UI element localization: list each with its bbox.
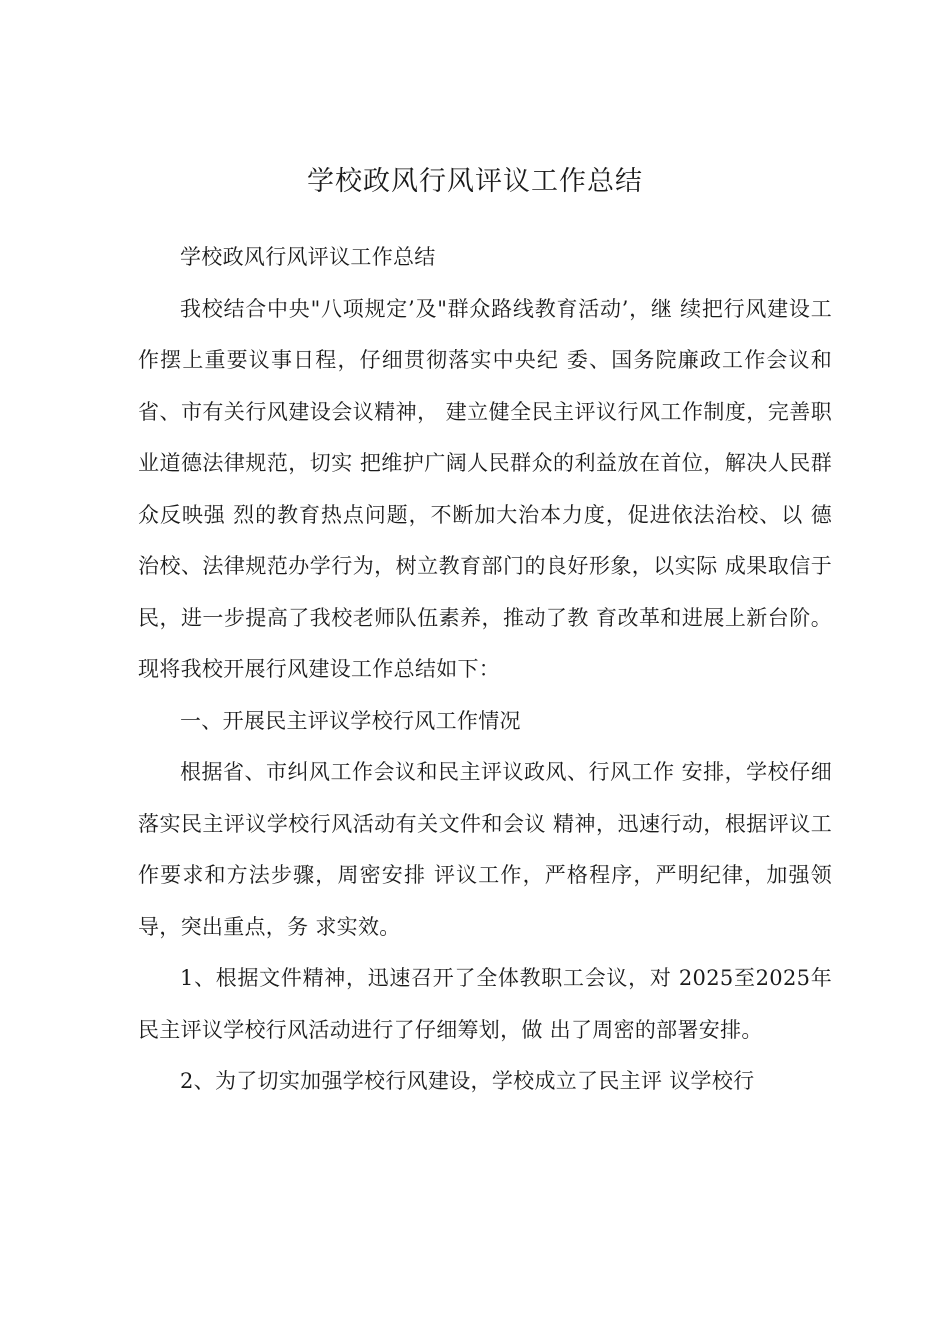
paragraph-section-1: 根据省、市纠风工作会议和民主评议政风、行风工作 安排，学校仔细落实民主评议学校行风活动有关文件和会议 精神，迅速行动，根据评议工作要求和方法步骤，周密安排 评议工作，严格程序，严明纪律，加强领导，突出重点，务 求实效。 [138, 760, 832, 939]
document-title: 学校政风行风评议工作总结 [307, 166, 643, 197]
document-body [138, 232, 832, 1108]
paragraph-subtitle: 学校政风行风评议工作总结 [180, 245, 436, 269]
paragraph-item-1: 1、根据文件精神，迅速召开了全体教职工会议，对 2025至2025年民主评议学校行风活动进行了仔细筹划，做 出了周密的部署安排。 [138, 966, 832, 1042]
paragraph-intro: 我校结合中央"八项规定’及"群众路线教育活动’，继 续把行风建设工作摆上重要议事日程，仔细贯彻落实中央纪 委、国务院廉政工作会议和省、市有关行风建设会议精神， 建立健全民主评议行风工作制度，完善职业道德法律规范，切实 把维护广阔人民群众的利益放在首位，解决人民群众反映强 烈的教育热点问题，不断加大治本力度，促进依法治校、以 德治校、法律规范办学行为，树立教育部门的良好形象，以实际 成果取信于民，进一步提高了我校老师队伍素养，推动了教 育改革和进展上新台阶。现将我校开展行风建设工作总结如下： [138, 296, 832, 681]
paragraph-item-2: 2、为了切实加强学校行风建设，学校成立了民主评 议学校行 [180, 1069, 755, 1093]
section-heading-1: 一、开展民主评议学校行风工作情况 [180, 708, 521, 733]
